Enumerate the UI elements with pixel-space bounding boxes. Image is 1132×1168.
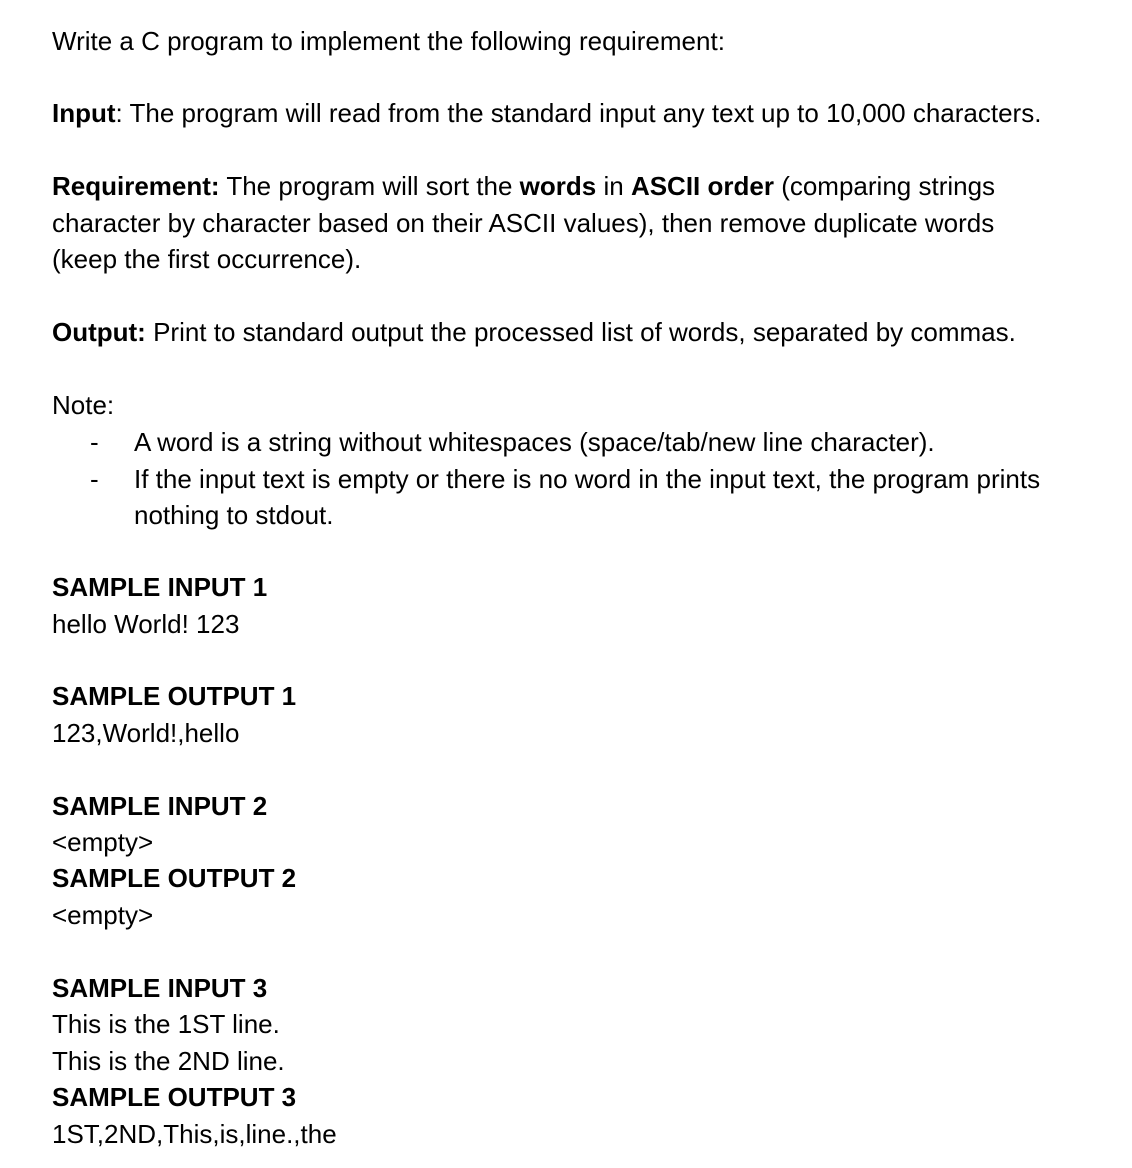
sample-output-2-label: SAMPLE OUTPUT 2 [52, 863, 297, 893]
sample-input-1-label: SAMPLE INPUT 1 [52, 572, 268, 602]
input-label: Input [52, 98, 116, 128]
sample-input-3-line-1: This is the 1ST line. [52, 1009, 280, 1039]
input-text: : The program will read from the standard input any text up to 10,000 characters. [115, 98, 1042, 128]
note-item-1: A word is a string without whitespaces (space/tab/new line character). [134, 427, 935, 457]
input-paragraph [52, 95, 1041, 131]
sample-input-3-label: SAMPLE INPUT 3 [52, 973, 268, 1003]
requirement-text-3: (comparing strings [773, 171, 996, 201]
requirement-text-2: in [596, 171, 631, 201]
sample-output-1-text: 123,World!,hello [52, 718, 240, 748]
requirement-text-1: The program will sort the [219, 171, 520, 201]
note-item-2-line-2: nothing to stdout. [134, 500, 334, 530]
output-paragraph [52, 314, 1016, 350]
requirement-bold-words: words [519, 171, 597, 201]
sample-input-2-text: <empty> [52, 827, 154, 857]
requirement-line-1 [52, 168, 995, 204]
sample-input-2-label: SAMPLE INPUT 2 [52, 791, 268, 821]
note-label: Note: [52, 390, 115, 420]
intro-text: Write a C program to implement the following requirement: [52, 26, 725, 56]
note-bullet-2: - [90, 464, 99, 494]
requirement-bold-ascii: ASCII order [630, 171, 774, 201]
sample-output-2-text: <empty> [52, 900, 154, 930]
note-item-2-line-1: If the input text is empty or there is no word in the input text, the program prints [134, 464, 1041, 494]
requirement-line-3: (keep the first occurrence). [52, 244, 362, 274]
sample-output-3-text: 1ST,2ND,This,is,line.,the [52, 1119, 337, 1149]
sample-input-3-line-2: This is the 2ND line. [52, 1046, 285, 1076]
output-text: Print to standard output the processed list of words, separated by commas. [145, 317, 1016, 347]
output-label: Output: [52, 317, 146, 347]
requirement-line-2: character by character based on their ASCII values), then remove duplicate words [52, 208, 995, 238]
requirement-label: Requirement: [52, 171, 220, 201]
sample-input-1-text: hello World! 123 [52, 609, 240, 639]
sample-output-3-label: SAMPLE OUTPUT 3 [52, 1082, 297, 1112]
sample-output-1-label: SAMPLE OUTPUT 1 [52, 681, 297, 711]
note-bullet-1: - [90, 427, 99, 457]
